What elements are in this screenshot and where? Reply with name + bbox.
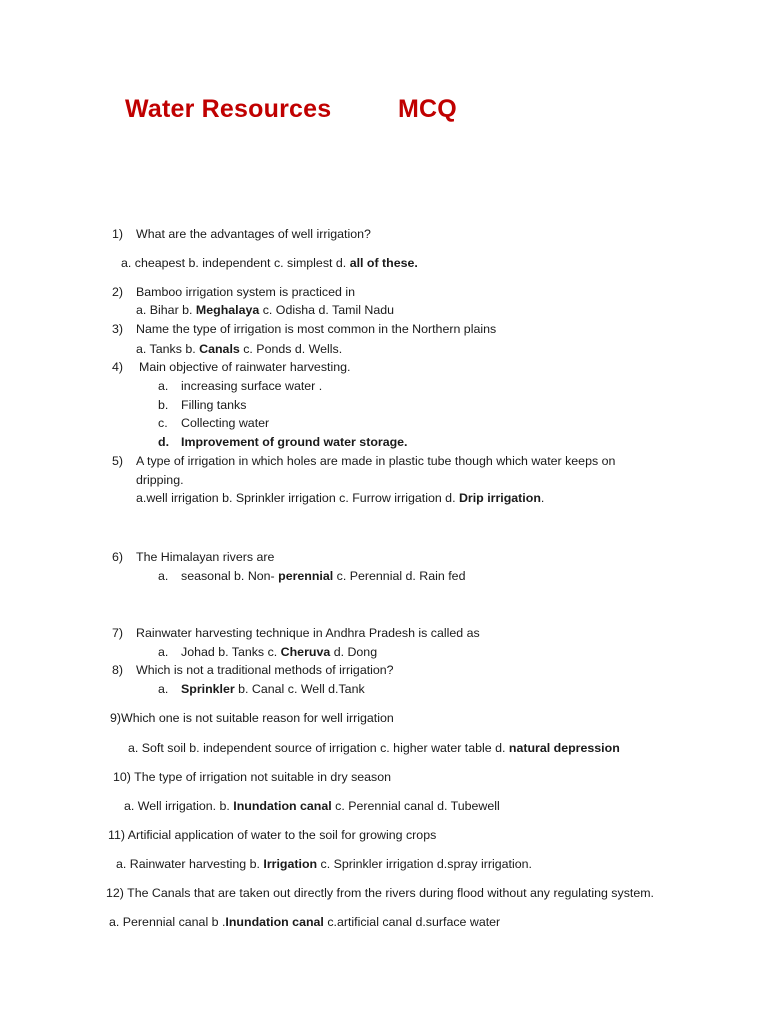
list-letter: c. bbox=[158, 416, 168, 430]
question-text: Main objective of rainwater harvesting. bbox=[139, 360, 351, 374]
question-number: 1) bbox=[112, 227, 124, 241]
question-12-options bbox=[109, 915, 500, 930]
option-letter: a. bbox=[158, 569, 169, 583]
question-text-continued: dripping. bbox=[136, 473, 184, 487]
list-letter: b. bbox=[158, 398, 169, 412]
correct-answer: Irrigation bbox=[263, 857, 318, 871]
options-text-rest: b. Canal c. Well d.Tank bbox=[234, 682, 365, 696]
question-number: 8) bbox=[112, 663, 124, 677]
question-3-options bbox=[136, 342, 342, 357]
question-text: What are the advantages of well irrigation? bbox=[136, 227, 371, 241]
options-text: a.well irrigation b. Sprinkler irrigation c. Furrow irrigation d. bbox=[136, 491, 459, 505]
options-text-rest: c. Sprinkler irrigation d.spray irrigation. bbox=[317, 857, 532, 871]
page-title: Water Resources bbox=[125, 95, 332, 123]
correct-answer: Canals bbox=[199, 342, 240, 356]
question-text: The Himalayan rivers are bbox=[136, 550, 275, 564]
correct-answer: Inundation canal bbox=[233, 799, 332, 813]
question-text: Which is not a traditional methods of irrigation? bbox=[136, 663, 394, 677]
question-number: 2) bbox=[112, 285, 124, 299]
list-letter: a. bbox=[158, 379, 169, 393]
options-text-rest: d. Dong bbox=[330, 645, 378, 659]
question-number: 5) bbox=[112, 454, 124, 468]
options-text: a. Tanks b. bbox=[136, 342, 200, 356]
correct-answer: Inundation canal bbox=[225, 915, 324, 929]
question-2-options bbox=[136, 303, 394, 318]
question-10-options bbox=[124, 799, 500, 814]
question-number: 6) bbox=[112, 550, 124, 564]
question-10: 10) The type of irrigation not suitable in dry season bbox=[113, 770, 392, 784]
question-9-options bbox=[128, 741, 620, 756]
options-text: a. Perennial canal b . bbox=[109, 915, 226, 929]
option-letter: a. bbox=[158, 645, 169, 659]
options-text: a. Well irrigation. b. bbox=[124, 799, 234, 813]
question-text: Rainwater harvesting technique in Andhra Pradesh is called as bbox=[136, 626, 480, 640]
list-text: Filling tanks bbox=[181, 398, 247, 412]
option-letter: a. bbox=[158, 682, 169, 696]
correct-answer: all of these. bbox=[349, 256, 418, 270]
options-text-rest: c. Odisha d. Tamil Nadu bbox=[259, 303, 395, 317]
options-text: a. Soft soil b. independent source of irrigation c. higher water table d. bbox=[128, 741, 509, 755]
question-number: 4) bbox=[112, 360, 124, 374]
question-text: Name the type of irrigation is most common in the Northern plains bbox=[136, 322, 497, 336]
list-letter: d. bbox=[158, 435, 170, 449]
question-5-options bbox=[136, 491, 544, 506]
options-text-rest: . bbox=[540, 491, 545, 505]
correct-answer: perennial bbox=[278, 569, 334, 583]
options-text: Johad b. Tanks c. bbox=[181, 645, 281, 659]
question-text: A type of irrigation in which holes are made in plastic tube though which water keeps on bbox=[136, 454, 616, 468]
correct-answer: Meghalaya bbox=[195, 303, 260, 317]
correct-answer: natural depression bbox=[508, 741, 620, 755]
question-number: 7) bbox=[112, 626, 124, 640]
options-text: a. Bihar b. bbox=[136, 303, 196, 317]
options-text: seasonal b. Non- bbox=[181, 569, 279, 583]
options-text: a. Rainwater harvesting b. bbox=[116, 857, 264, 871]
question-11: 11) Artificial application of water to the soil for growing crops bbox=[108, 828, 437, 842]
question-11-options bbox=[116, 857, 532, 872]
page-subtitle: MCQ bbox=[398, 95, 457, 123]
options-text-rest: c. Perennial d. Rain fed bbox=[333, 569, 466, 583]
correct-answer: Drip irrigation bbox=[458, 491, 541, 505]
question-number: 3) bbox=[112, 322, 124, 336]
list-text: Collecting water bbox=[181, 416, 270, 430]
question-12: 12) The Canals that are taken out directly from the rivers during flood without any regulating system. bbox=[106, 886, 654, 900]
correct-answer: Cheruva bbox=[280, 645, 331, 659]
options-text-rest: c. Ponds d. Wells. bbox=[239, 342, 343, 356]
question-1-options bbox=[121, 256, 418, 271]
list-text: increasing surface water . bbox=[181, 379, 323, 393]
question-9: 9)Which one is not suitable reason for well irrigation bbox=[110, 711, 394, 725]
options-text-rest: c. Perennial canal d. Tubewell bbox=[331, 799, 500, 813]
list-text: Improvement of ground water storage. bbox=[181, 435, 408, 449]
correct-answer: Sprinkler bbox=[181, 682, 235, 696]
question-text: Bamboo irrigation system is practiced in bbox=[136, 285, 355, 299]
options-text-rest: c.artificial canal d.surface water bbox=[323, 915, 501, 929]
options-text: a. cheapest b. independent c. simplest d. bbox=[121, 256, 350, 270]
